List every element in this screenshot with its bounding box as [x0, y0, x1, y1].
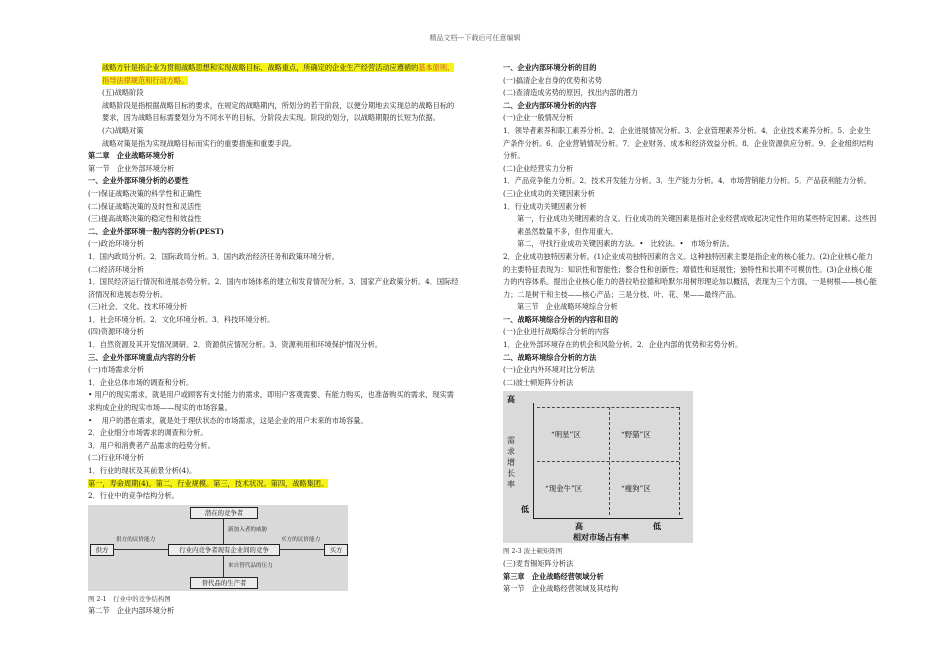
list-item: (一)企业内外环境对比分析法 — [503, 365, 595, 375]
list-item: (一)搞清企业自身的优势和劣势 — [503, 75, 603, 85]
list-item: (一)保证战略决策的科学性和正确性 — [88, 188, 202, 198]
paragraph: 第一，行业成功关键因素的含义。行业成功的关键因素是指对企业经营成败起决定性作用的某些特定因素。这些因素虽然数量不多，但作用重大。 — [517, 214, 877, 236]
supplier-box: 供方 — [90, 544, 114, 556]
heading: 一、企业内部环境分析的目的 — [503, 63, 597, 72]
x-high-label: 高 — [575, 521, 583, 532]
wildcat-quadrant: “野猫”区 — [621, 430, 651, 440]
heading: 二、战略环境综合分析的方法 — [503, 352, 597, 362]
list-item: (二)波士顿矩阵分析法 — [503, 377, 574, 387]
heading: 二、企业外部环境一般内容的分析(PEST) — [88, 226, 225, 236]
bullet-item: • 用户的潜在需求，就是处于理伏状态的市场需求，这是企业的用户未来的市场容量。 — [88, 415, 368, 425]
list-item: 1．国民经济运行情况和进展态势分析。2．国内市场体系的建立和发育情况分析。3．国家产业政策分析。4．国际经济情况和进展态势分析。 — [88, 277, 459, 299]
highlighted-red-text: 基本原则、指导法律规范和行动方略。 — [102, 63, 455, 85]
left-column — [88, 62, 460, 618]
paragraph-countermeasure: 战略对策是指为实现战略目标而实行的重要措施和重要手段。 — [102, 138, 297, 148]
list-item: (一)企业进行战略综合分析的内容 — [503, 327, 610, 337]
matrix-divider-horizontal — [537, 461, 679, 462]
highlighted-text: 第一，寿命周期(4)。第二，行业规模。第三，技术状况。第四，战略集团。 — [88, 478, 329, 488]
list-item: 2．行业中的竞争结构分析。 — [88, 491, 179, 501]
substitute-threat-label: 来自替代品的压力 — [228, 562, 273, 569]
list-item: (二)经济环境分析 — [88, 264, 144, 274]
list-item: 1．自然资源及其开发情况调研。2．资源供应情况分析。3．资源利用和环境保护情况分析。 — [88, 340, 383, 350]
connector-line — [223, 555, 224, 577]
paragraph: 2．企业成功独特因素分析。(1)企业成功独特因素的含义。这种独特因素主要是指企业的核心能力。(2)企业核心能力的主要特征表现为：知识性和智能性；整合性和创新性；增值性和延展性；独特性和长期不可模仿性。(3)企业核心能力的内容体系。提出企业核心能力的普拉哈拉德和哈默尔用树形理论加以概括，表现为三个方面，一是树根——核心能力；二是树干和主枝——核心产品；三是分枝、叶、花、果——最终产品。 — [503, 251, 877, 299]
list-item: (一)市场需求分析 — [88, 365, 144, 375]
chapter-title: 第二章 企业战略环境分析 — [88, 151, 175, 161]
list-item: (三)麦肯锡矩阵分析法 — [503, 559, 574, 569]
cash-cow-quadrant: “现金牛”区 — [545, 484, 583, 494]
list-item: 1．领导者素养和职工素养分析。2．企业进展情况分析。3．企业管理素养分析。4．企业技术素养分析。5．企业生产条件分析。6．企业营销情况分析。7．企业财务、成本和经济效益分析。8．企业资源供应分析。9．企业组织结构分析。 — [503, 125, 874, 161]
list-item: (三)企业成功的关键因素分析 — [503, 188, 595, 198]
list-item: 1．产品竞争能力分析。2．技术开发能力分析。3．生产能力分析。4．市场营销能力分析。5．产品获利能力分析。 — [503, 176, 871, 186]
list-item: 1．企业总体市场的调查和分析。 — [88, 377, 194, 387]
section-title: 第二节 企业内部环境分析 — [88, 606, 175, 616]
matrix-border-right — [679, 407, 680, 515]
list-item: (三)社会、文化、技术环境分析 — [88, 302, 188, 312]
heading: 一、战略环境综合分析的内容和目的 — [503, 314, 619, 324]
potential-competitor-box: 潜在的竞争者 — [190, 507, 258, 519]
star-quadrant: “明星”区 — [551, 430, 581, 440]
heading: 三、企业外部环境重点内容的分析 — [88, 352, 196, 362]
bullet-item: • 用户的现实需求，就是用户或顾客有支付能力的需求，即用户客观需要、有能力购买，也准备购买的需求，现实需求构成企业的现实市场——现实的市场容量。 — [88, 390, 454, 413]
list-item: 1．企业外部环境存在的机会和风险分析。2．企业内部的优势和劣势分析。 — [503, 340, 743, 350]
competition-structure-diagram — [88, 505, 348, 591]
y-low-label: 低 — [521, 504, 529, 515]
figure-caption: 图 2-3 波士顿矩阵图 — [503, 547, 563, 556]
heading: 一、企业外部环境分析的必要性 — [88, 176, 189, 186]
dog-quadrant: “瘦狗”区 — [621, 484, 651, 494]
paragraph-strategy-stage: 战略阶段是指根据战略目标的要求，在规定的战略期内，所划分的若干阶段，以便分期地去实现总的战略目标的要求，因为战略目标需要划分为不同水平的目标，分阶段去实现。阶段的划分，以战略期限的长短为依据。 — [102, 100, 455, 123]
section-title: 第一节 企业战略经营领域及其结构 — [503, 584, 619, 594]
y-axis-line — [533, 403, 534, 519]
matrix-border-top — [537, 407, 679, 408]
list-item: 1．国内政局分析。2．国际政局分析。3．国内政治经济任务和政策环境分析。 — [88, 251, 339, 261]
heading: 二、企业内部环境分析的内容 — [503, 100, 597, 110]
highlighted-line — [88, 478, 460, 491]
list-item: 1．行业成功关键因素分析 — [503, 201, 587, 211]
paragraph-strategy-policy — [88, 62, 460, 87]
section-title: 第一节 企业外部环境分析 — [88, 163, 175, 173]
list-item: 1．行业的现状及其前景分析(4)。 — [88, 466, 197, 475]
y-high-label: 高 — [507, 394, 515, 405]
list-item: (二)企业经营实力分析 — [503, 163, 574, 173]
buyer-box: 买方 — [324, 544, 348, 556]
list-item: (二)行业环境分析 — [88, 453, 144, 463]
subheading-strategy-stage: (五)战略阶段 — [102, 88, 144, 98]
figure-caption: 图 2-1 行业中的竞争结构图 — [88, 594, 171, 603]
x-low-label: 低 — [653, 521, 661, 532]
connector-line — [113, 549, 168, 550]
boston-matrix-diagram — [503, 391, 693, 543]
subheading-strategy-countermeasure: (六)战略对策 — [102, 125, 144, 135]
paragraph: 第二，寻找行业成功关键因素的方法。• 比较法。• 市场分析法。 — [517, 239, 734, 249]
substitute-box: 替代品的生产者 — [190, 577, 258, 589]
connector-line — [279, 549, 324, 550]
list-item: (一)政治环境分析 — [88, 239, 144, 249]
list-item: (一)企业一般情况分析 — [503, 113, 574, 123]
supplier-power-label: 供方的议价能力 — [116, 536, 156, 543]
new-entrant-threat-label: 新加入者的威胁 — [228, 526, 268, 533]
buyer-power-label: 买方的议价能力 — [281, 536, 321, 543]
x-axis-label: 相对市场占有率 — [573, 532, 629, 543]
list-item: 3．用户和消费者产品需求的趋势分析。 — [88, 440, 215, 450]
list-item: (二)查清造成劣势的原因，找出内部的潜力 — [503, 88, 638, 98]
list-item: (四)资源环境分析 — [88, 327, 144, 337]
chapter-title: 第三章 企业战略经营领域分析 — [503, 571, 604, 581]
right-column — [503, 62, 877, 596]
list-item: 2．企业细分市场需求的调查和分析。 — [88, 428, 208, 438]
highlighted-text: 战略方针是指企业为贯彻战略思想和实现战略目标、战略重点，所确定的企业生产经营活动应遵循的 — [102, 63, 419, 72]
section-title: 第三节 企业战略环境综合分析 — [517, 302, 618, 312]
rivalry-box: 行业内竞争者现有企业间的竞争 — [168, 544, 280, 556]
list-item: 1．社会环境分析。2．文化环境分析。3．科技环境分析。 — [88, 314, 275, 324]
page-header: 精品文档---下载后可任意编辑 — [429, 34, 521, 42]
x-axis-line — [533, 518, 683, 519]
list-item: (三)提高战略决策的稳定性和效益性 — [88, 214, 202, 224]
y-axis-label: 需求增长率 — [507, 436, 515, 490]
list-item: (二)保证战略决策的及时性和灵活性 — [88, 201, 202, 211]
